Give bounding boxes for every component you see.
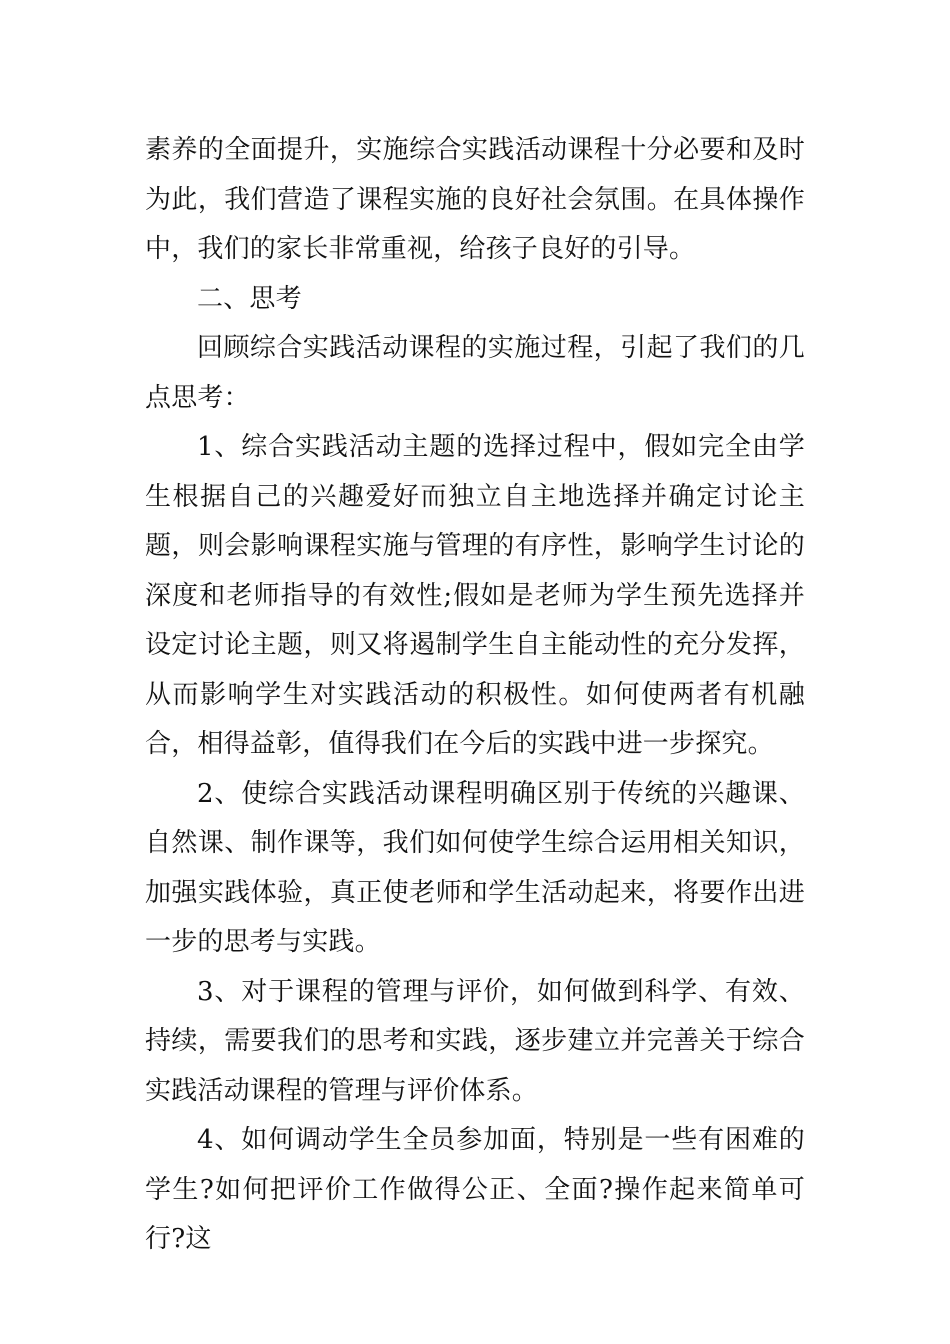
paragraph-point-4: 4、如何调动学生全员参加面，特别是一些有困难的学生?如何把评价工作做得公正、全面?操作起来简单可行?这	[145, 1125, 805, 1254]
paragraph-point-3: 3、对于课程的管理与评价，如何做到科学、有效、持续，需要我们的思考和实践，逐步建立并完善关于综合实践活动课程的管理与评价体系。	[145, 976, 805, 1106]
section-heading-thinking: 二、思考	[197, 283, 302, 314]
document-page	[145, 126, 805, 1265]
paragraph-point-1: 1、综合实践活动主题的选择过程中，假如完全由学生根据自己的兴趣爱好而独立自主地选择并确定讨论主题，则会影响课程实施与管理的有序性，影响学生讨论的深度和老师指导的有效性;假如是老师为学生预先选择并设定讨论主题，则又将遏制学生自主能动性的充分发挥，从而影响学生对实践活动的积极性。如何使两者有机融合，相得益彰，值得我们在今后的实践中进一步探究。	[145, 432, 805, 759]
paragraph-point-2: 2、使综合实践活动课程明确区别于传统的兴趣课、自然课、制作课等，我们如何使学生综合运用相关知识，加强实践体验，真正使老师和学生活动起来，将要作出进一步的思考与实践。	[145, 778, 805, 957]
paragraph-intro-continuation: 素养的全面提升，实施综合实践活动课程十分必要和及时为此，我们营造了课程实施的良好社会氛围。在具体操作中，我们的家长非常重视，给孩子良好的引导。	[145, 135, 805, 264]
paragraph-review: 回顾综合实践活动课程的实施过程，引起了我们的几点思考：	[145, 333, 805, 413]
